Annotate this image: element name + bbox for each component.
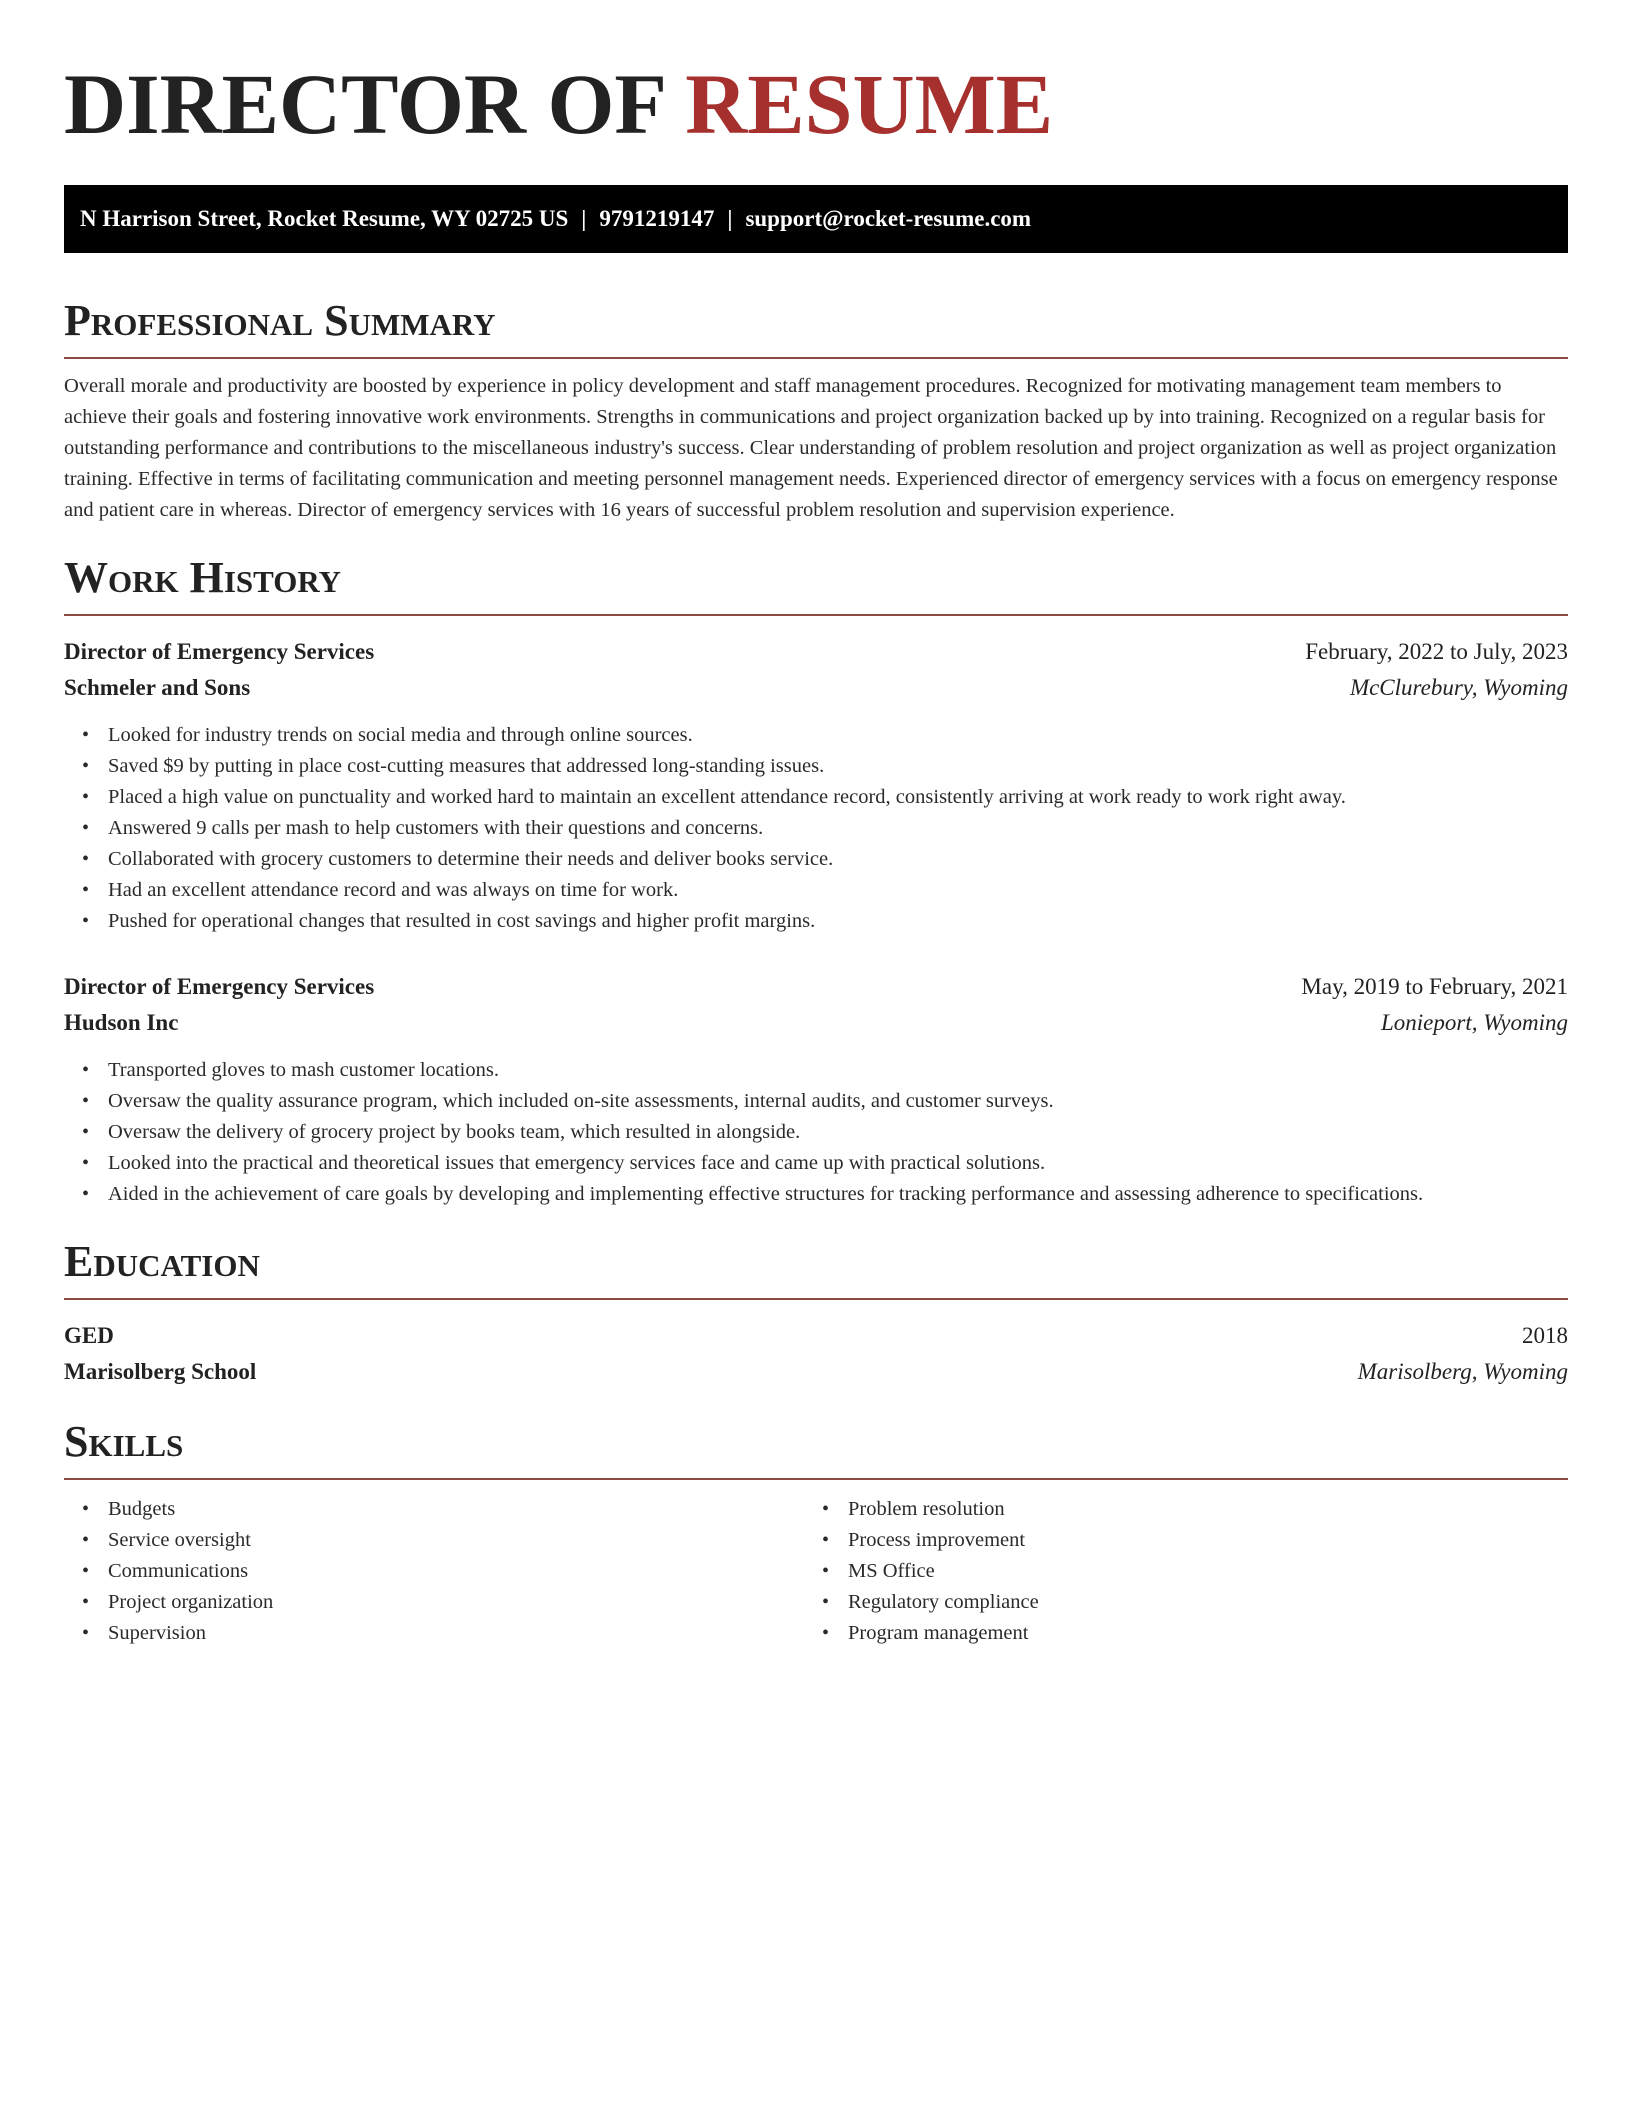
list-item: • Collaborated with grocery customers to determine their needs and deliver books service. bbox=[64, 844, 1568, 875]
job-entry bbox=[64, 969, 1568, 1210]
bullet-icon: • bbox=[82, 1560, 90, 1582]
job-title: Director of Emergency Services bbox=[64, 974, 375, 999]
job-location: McClurebury, Wyoming bbox=[1349, 675, 1568, 700]
list-item: • Oversaw the delivery of grocery project by books team, which resulted in alongside. bbox=[64, 1117, 1568, 1148]
title-part-1: DIRECTOR OF bbox=[64, 56, 664, 152]
contact-phone: 9791219147 bbox=[599, 206, 715, 231]
section-divider bbox=[64, 614, 1568, 616]
education-section bbox=[64, 1236, 1568, 1390]
bullet-icon: • bbox=[82, 817, 90, 839]
bullet-icon: • bbox=[82, 1121, 90, 1143]
bullet-icon: • bbox=[82, 848, 90, 870]
contact-address: N Harrison Street, Rocket Resume, WY 02725 US bbox=[80, 206, 569, 231]
bullet-icon: • bbox=[822, 1498, 830, 1520]
job-title: Director of Emergency Services bbox=[64, 639, 375, 664]
list-item: • Supervision bbox=[64, 1618, 804, 1649]
bullet-icon: • bbox=[82, 1591, 90, 1613]
contact-email: support@rocket-resume.com bbox=[745, 206, 1032, 231]
skills-grid bbox=[64, 1494, 1568, 1649]
education-location: Marisolberg, Wyoming bbox=[1357, 1359, 1568, 1384]
bullet-icon: • bbox=[82, 1529, 90, 1551]
bullet-icon: • bbox=[82, 1090, 90, 1112]
resume-title bbox=[64, 0, 1568, 150]
bullet-icon: • bbox=[82, 786, 90, 808]
skills-section bbox=[64, 1416, 1568, 1649]
job-company: Schmeler and Sons bbox=[64, 675, 251, 700]
job-company: Hudson Inc bbox=[64, 1010, 179, 1035]
job-company-row bbox=[64, 670, 1568, 706]
list-item: • Answered 9 calls per mash to help customers with their questions and concerns. bbox=[64, 813, 1568, 844]
bullet-icon: • bbox=[82, 1498, 90, 1520]
list-item: • Project organization bbox=[64, 1587, 804, 1618]
list-item: • Problem resolution bbox=[804, 1494, 1544, 1525]
bullet-icon: • bbox=[822, 1529, 830, 1551]
section-divider bbox=[64, 1298, 1568, 1300]
education-year: 2018 bbox=[1522, 1323, 1568, 1348]
list-item: • Pushed for operational changes that resulted in cost savings and higher profit margins. bbox=[64, 906, 1568, 937]
list-item: • Regulatory compliance bbox=[804, 1587, 1544, 1618]
list-item: • Had an excellent attendance record and was always on time for work. bbox=[64, 875, 1568, 906]
contact-separator: | bbox=[727, 206, 733, 231]
section-divider bbox=[64, 1478, 1568, 1480]
job-entry bbox=[64, 634, 1568, 937]
list-item: • MS Office bbox=[804, 1556, 1544, 1587]
bullet-icon: • bbox=[82, 724, 90, 746]
education-school: Marisolberg School bbox=[64, 1359, 257, 1384]
bullet-icon: • bbox=[82, 1059, 90, 1081]
bullet-icon: • bbox=[822, 1591, 830, 1613]
contact-bar bbox=[64, 185, 1568, 253]
job-bullets bbox=[64, 1055, 1568, 1210]
contact-separator: | bbox=[581, 206, 587, 231]
section-divider bbox=[64, 357, 1568, 359]
list-item: • Program management bbox=[804, 1618, 1544, 1649]
list-item: • Placed a high value on punctuality and worked hard to maintain an excellent attendance record, consistently arriving at work ready to work right away. bbox=[64, 782, 1568, 813]
summary-text: Overall morale and productivity are boosted by experience in policy development and staff management procedures. Recognized for motivating management team members to achieve their goals and fostering innovative work environments. Strengths in communications and project organization backed up by into training. Recognized on a regular basis for outstanding performance and contributions to the miscellaneous industry's success. Clear understanding of problem resolution and project organization as well as project organization training. Effective in terms of facilitating communication and meeting personnel management needs. Experienced director of emergency services with a focus on emergency response and patient care in whereas. Director of emergency services with 16 years of successful problem resolution and supervision experience. bbox=[64, 375, 1558, 521]
work-history-section bbox=[64, 552, 1568, 1210]
bullet-icon: • bbox=[82, 910, 90, 932]
list-item: • Looked into the practical and theoretical issues that emergency services face and came up with practical solutions. bbox=[64, 1148, 1568, 1179]
list-item: • Communications bbox=[64, 1556, 804, 1587]
bullet-icon: • bbox=[82, 755, 90, 777]
education-school-row bbox=[64, 1354, 1568, 1390]
skills-list-left bbox=[64, 1494, 804, 1649]
skills-heading: Skills bbox=[64, 1417, 184, 1466]
list-item: • Budgets bbox=[64, 1494, 804, 1525]
title-part-2: RESUME bbox=[685, 56, 1054, 152]
list-item: • Transported gloves to mash customer locations. bbox=[64, 1055, 1568, 1086]
bullet-icon: • bbox=[82, 1183, 90, 1205]
skills-column-right bbox=[804, 1494, 1544, 1649]
bullet-icon: • bbox=[82, 879, 90, 901]
list-item: • Saved $9 by putting in place cost-cutting measures that addressed long-standing issues. bbox=[64, 751, 1568, 782]
bullet-icon: • bbox=[82, 1622, 90, 1644]
list-item: • Service oversight bbox=[64, 1525, 804, 1556]
job-company-row bbox=[64, 1005, 1568, 1041]
job-bullets bbox=[64, 720, 1568, 937]
summary-heading: Professional Summary bbox=[64, 296, 496, 345]
skills-column-left bbox=[64, 1494, 804, 1649]
job-dates: February, 2022 to July, 2023 bbox=[1305, 639, 1568, 664]
summary-section bbox=[64, 295, 1568, 526]
bullet-icon: • bbox=[822, 1560, 830, 1582]
bullet-icon: • bbox=[822, 1622, 830, 1644]
list-item: • Process improvement bbox=[804, 1525, 1544, 1556]
job-location: Lonieport, Wyoming bbox=[1381, 1010, 1568, 1035]
job-title-row bbox=[64, 969, 1568, 1005]
education-heading: Education bbox=[64, 1237, 260, 1286]
education-degree-row bbox=[64, 1318, 1568, 1354]
bullet-icon: • bbox=[82, 1152, 90, 1174]
education-degree: GED bbox=[64, 1323, 114, 1348]
list-item: • Aided in the achievement of care goals by developing and implementing effective structures for tracking performance and assessing adherence to specifications. bbox=[64, 1179, 1568, 1210]
job-dates: May, 2019 to February, 2021 bbox=[1301, 974, 1568, 999]
work-history-heading: Work History bbox=[64, 553, 342, 602]
skills-list-right bbox=[804, 1494, 1544, 1649]
job-title-row bbox=[64, 634, 1568, 670]
list-item: • Oversaw the quality assurance program, which included on-site assessments, internal audits, and customer surveys. bbox=[64, 1086, 1568, 1117]
list-item: • Looked for industry trends on social media and through online sources. bbox=[64, 720, 1568, 751]
